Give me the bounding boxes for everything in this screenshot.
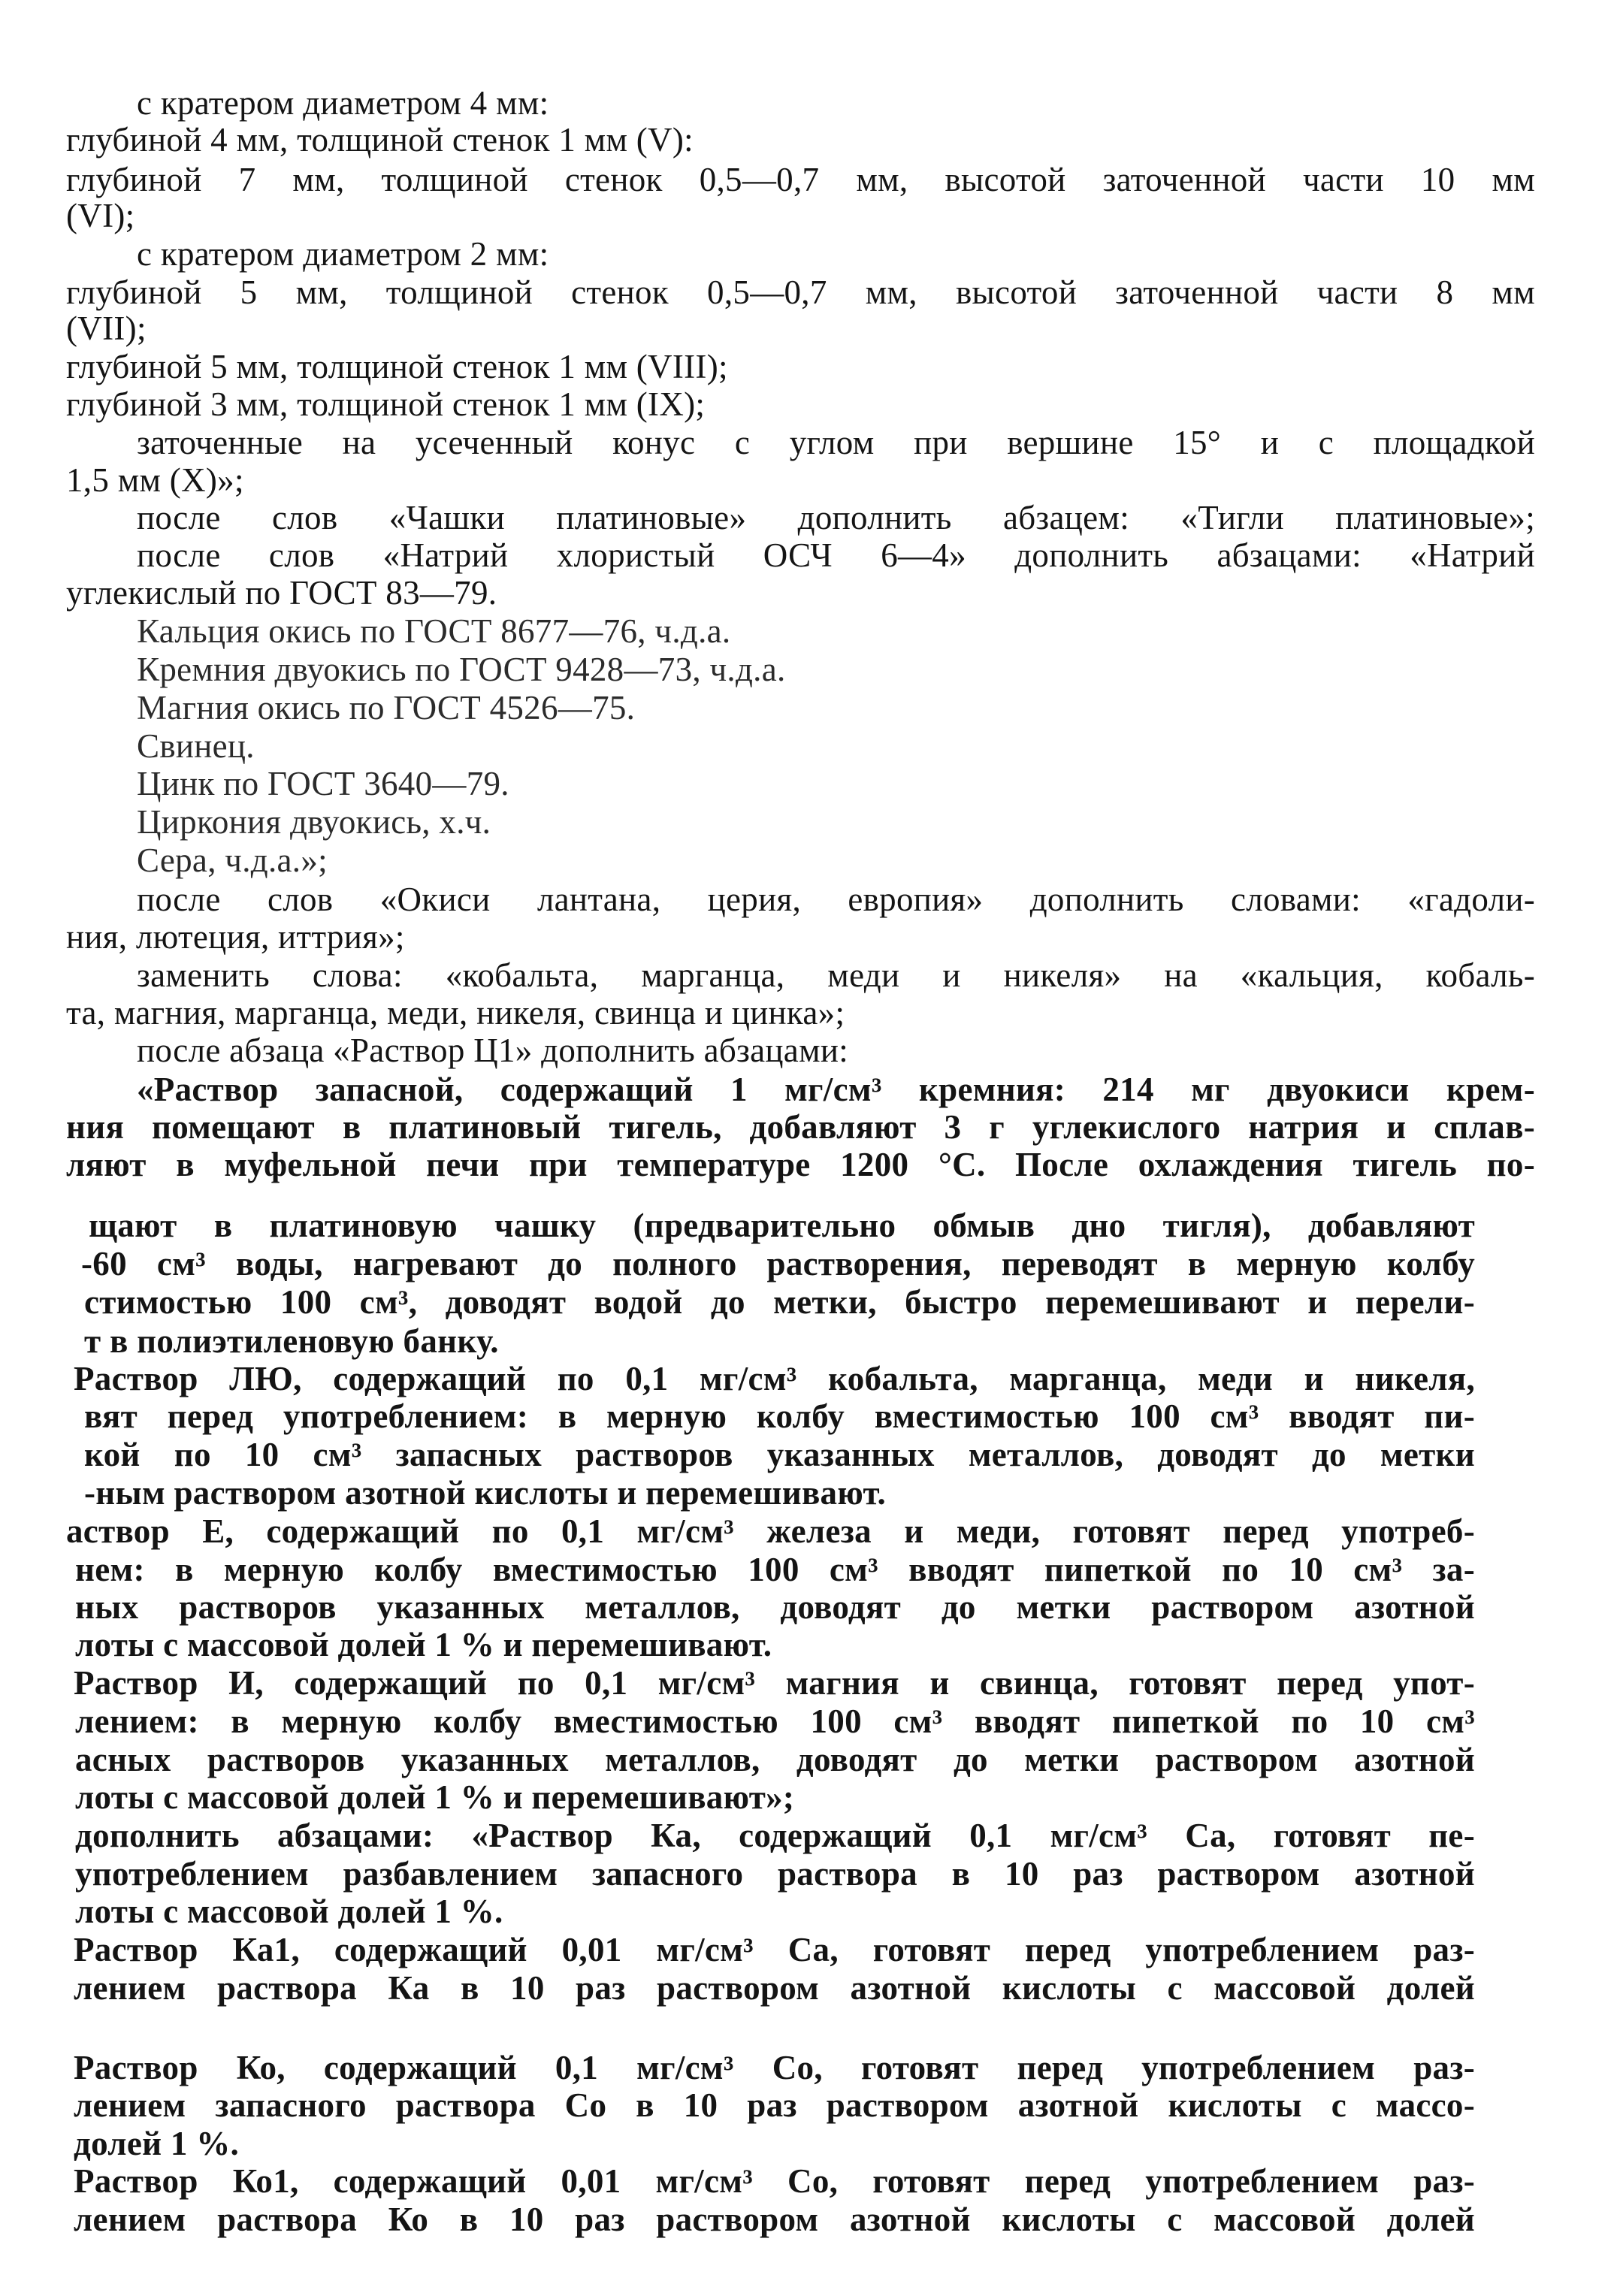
text-line: -ным раствором азотной кислоты и перемешивают. bbox=[84, 1474, 887, 1512]
text-line: «Раствор запасной, содержащий 1 мг/см³ кремния: 214 мг двуокиси крем- bbox=[137, 1071, 1535, 1108]
text-line: Циркония двуокись, х.ч. bbox=[137, 803, 491, 841]
text-line: глубиной 4 мм, толщиной стенок 1 мм (V): bbox=[66, 121, 694, 159]
text-line: глубиной 5 мм, толщиной стенок 1 мм (VIII); bbox=[66, 348, 728, 385]
text-line: углекислый по ГОСТ 83—79. bbox=[66, 574, 497, 612]
text-line: лением: в мерную колбу вместимостью 100 см³ вводят пипеткой по 10 см³ bbox=[75, 1702, 1475, 1740]
text-line: после слов «Окиси лантана, церия, европия» дополнить словами: «гадоли- bbox=[137, 881, 1535, 918]
text-line: ляют в муфельной печи при температуре 1200 °С. После охлаждения тигель по- bbox=[66, 1146, 1535, 1183]
text-line: стимостью 100 см³, доводят водой до метки, быстро перемешивают и перели- bbox=[84, 1283, 1475, 1321]
text-line: долей 1 %. bbox=[74, 2125, 240, 2162]
text-line: ных растворов указанных металлов, доводят до метки раствором азотной bbox=[75, 1588, 1475, 1626]
text-line: асных растворов указанных металлов, доводят до метки раствором азотной bbox=[75, 1741, 1475, 1778]
text-line: аствор Е, содержащий по 0,1 мг/см³ железа и меди, готовят перед употреб- bbox=[66, 1512, 1475, 1550]
text-line: глубиной 5 мм, толщиной стенок 0,5—0,7 мм, высотой заточенной части 8 мм bbox=[66, 273, 1535, 311]
text-line: заменить слова: «кобальта, марганца, меди и никеля» на «кальция, кобаль- bbox=[137, 956, 1535, 994]
text-line: Раствор И, содержащий по 0,1 мг/см³ магния и свинца, готовят перед упот- bbox=[74, 1664, 1475, 1702]
text-line: Магния окись по ГОСТ 4526—75. bbox=[137, 689, 636, 727]
text-line: нем: в мерную колбу вместимостью 100 см³ вводят пипеткой по 10 см³ за- bbox=[75, 1551, 1475, 1588]
text-line: 1,5 мм (X)»; bbox=[66, 461, 244, 499]
text-line: Раствор Ко, содержащий 0,1 мг/см³ Со, готовят перед употреблением раз- bbox=[74, 2049, 1475, 2086]
text-line: дополнить абзацами: «Раствор Ка, содержащий 0,1 мг/см³ Са, готовят пе- bbox=[75, 1817, 1475, 1854]
text-line: лением запасного раствора Со в 10 раз раствором азотной кислоты с массо- bbox=[74, 2086, 1475, 2124]
text-line: щают в платиновую чашку (предварительно обмыв дно тигля), добавляют bbox=[89, 1207, 1475, 1244]
text-line: лением раствора Ка в 10 раз раствором азотной кислоты с массовой долей bbox=[74, 1969, 1475, 2007]
text-line: с кратером диаметром 4 мм: bbox=[137, 84, 549, 122]
text-line: употреблением разбавлением запасного раствора в 10 раз раствором азотной bbox=[75, 1855, 1475, 1893]
text-line: (VII); bbox=[66, 310, 147, 347]
text-line: ния, лютеция, иттрия»; bbox=[66, 918, 405, 956]
text-line: глубиной 3 мм, толщиной стенок 1 мм (IX); bbox=[66, 385, 706, 423]
text-line: глубиной 7 мм, толщиной стенок 0,5—0,7 мм, высотой заточенной части 10 мм bbox=[66, 161, 1535, 198]
text-line: Свинец. bbox=[137, 727, 255, 765]
text-line: после слов «Натрий хлористый ОСЧ 6—4» дополнить абзацами: «Натрий bbox=[137, 536, 1535, 574]
text-line: кой по 10 см³ запасных растворов указанных металлов, доводят до метки bbox=[84, 1436, 1475, 1473]
text-line: (VI); bbox=[66, 197, 135, 234]
text-line: Цинк по ГОСТ 3640—79. bbox=[137, 765, 509, 802]
text-line: заточенные на усеченный конус с углом при вершине 15° и с площадкой bbox=[137, 424, 1535, 461]
text-line: ния помещают в платиновый тигель, добавляют 3 г углекислого натрия и сплав- bbox=[66, 1108, 1535, 1146]
text-line: Сера, ч.д.а.»; bbox=[137, 841, 328, 879]
text-line: лоты с массовой долей 1 % и перемешивают»; bbox=[75, 1778, 795, 1816]
text-line: после слов «Чашки платиновые» дополнить абзацем: «Тигли платиновые»; bbox=[137, 499, 1535, 536]
text-line: после абзаца «Раствор Ц1» дополнить абзацами: bbox=[137, 1032, 849, 1069]
text-line: с кратером диаметром 2 мм: bbox=[137, 235, 549, 273]
text-line: лоты с массовой долей 1 % и перемешивают. bbox=[75, 1626, 772, 1663]
text-line: Раствор Ка1, содержащий 0,01 мг/см³ Са, готовят перед употреблением раз- bbox=[74, 1931, 1475, 1968]
text-line: Кремния двуокись по ГОСТ 9428—73, ч.д.а. bbox=[137, 651, 786, 688]
text-line: -60 см³ воды, нагревают до полного растворения, переводят в мерную колбу bbox=[81, 1245, 1475, 1282]
text-line: т в полиэтиленовую банку. bbox=[84, 1322, 499, 1360]
text-line: вят перед употреблением: в мерную колбу вместимостью 100 см³ вводят пи- bbox=[84, 1397, 1475, 1435]
text-line: Раствор Ко1, содержащий 0,01 мг/см³ Со, готовят перед употреблением раз- bbox=[74, 2162, 1475, 2200]
text-line: лением раствора Ко в 10 раз раствором азотной кислоты с массовой долей bbox=[74, 2201, 1475, 2238]
text-line: та, магния, марганца, меди, никеля, свинца и цинка»; bbox=[66, 994, 845, 1032]
text-line: лоты с массовой долей 1 %. bbox=[75, 1893, 503, 1930]
text-line: Раствор ЛЮ, содержащий по 0,1 мг/см³ кобальта, марганца, меди и никеля, bbox=[74, 1360, 1475, 1397]
text-line: Кальция окись по ГОСТ 8677—76, ч.д.а. bbox=[137, 612, 731, 650]
